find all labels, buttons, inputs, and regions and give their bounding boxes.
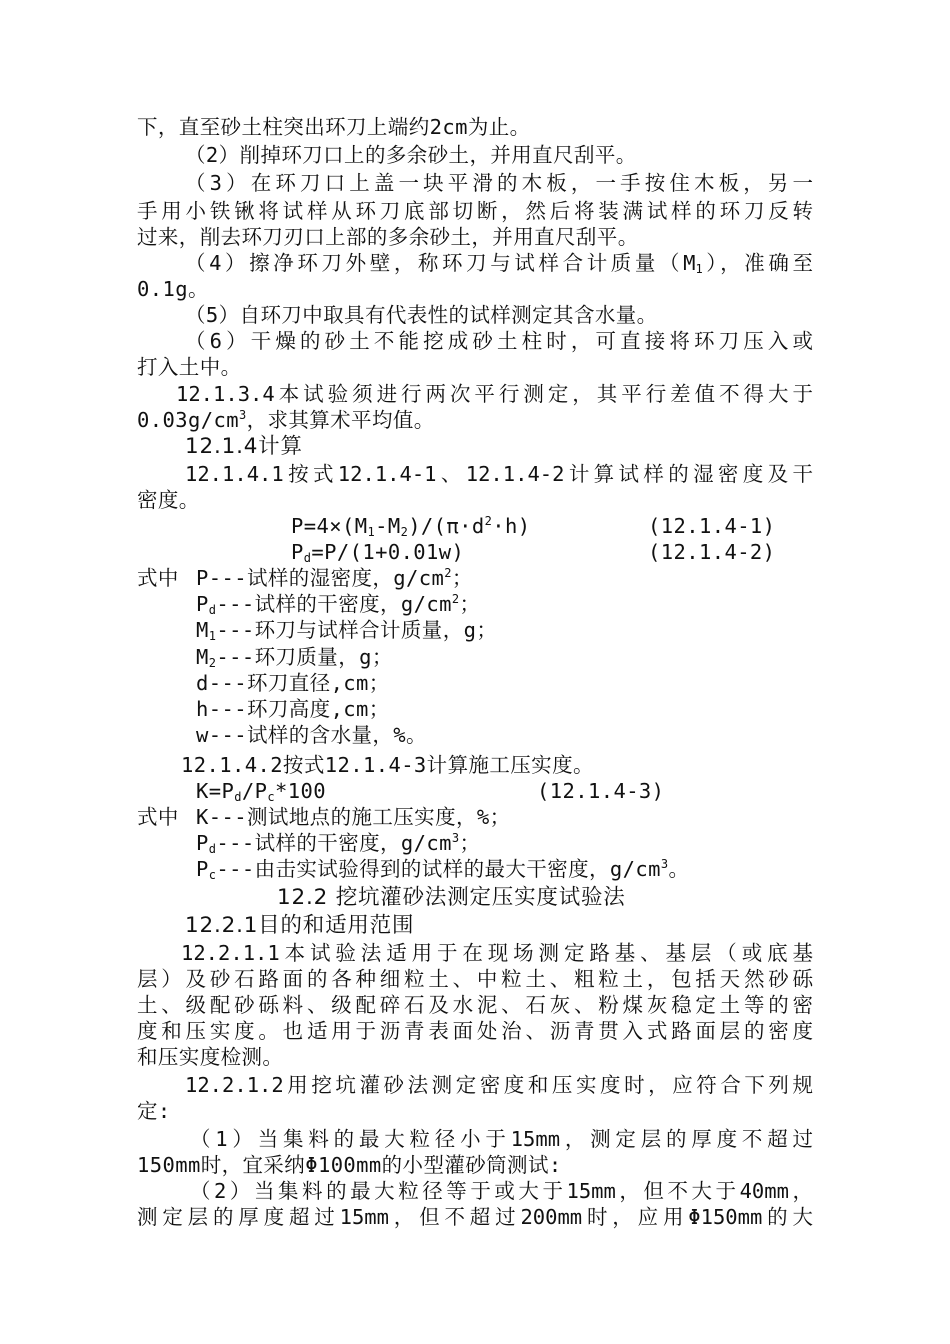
text-line: 下，直至砂土柱突出环刀上端约2cm为止。 [137, 115, 531, 139]
definition-line: $M_2---$环刀质量，g； [196, 645, 393, 670]
text-line: （6）干燥的砂土不能挖成砂土柱时，可直接将环刀压入或 [185, 329, 813, 353]
text-line: 12.1.3.4本试验须进行两次平行测定，其平行差值不得大于 [176, 382, 813, 406]
definition-line: $P_d---$试样的干密度，$g/cm^2$； [196, 592, 481, 617]
section-heading: 12.1.4计算 [185, 434, 303, 459]
text-line: 12.2.1.2用挖坑灌砂法测定密度和压实度时，应符合下列规 [185, 1073, 813, 1097]
text-line: （2）削掉环刀口上的多余砂土，并用直尺刮平。 [185, 143, 637, 167]
text-line: 测定层的厚度超过15mm，但不超过200mm时，应用Φ150mm的大 [137, 1205, 813, 1229]
formula-number: (12.1.4-3) [537, 779, 665, 803]
text-line: 式中 [137, 805, 179, 829]
text-line: 层）及砂石路面的各种细粒土、中粒土、粗粒土，包括天然砂砾 [137, 967, 813, 991]
text-line: （1）当集料的最大粒径小于15mm，测定层的厚度不超过 [190, 1127, 813, 1151]
text-line: 12.1.4.1按式12.1.4-1、12.1.4-2计算试样的湿密度及干 [185, 462, 813, 486]
text-line: 过来，削去环刀刃口上部的多余砂土，并用直尺刮平。 [137, 225, 639, 249]
definition-line: $M_1---$环刀与试样合计质量，g； [196, 618, 498, 643]
text-line: 定: [137, 1099, 171, 1123]
formula-number: (12.1.4-1) [648, 514, 776, 538]
text-line: （3）在环刀口上盖一块平滑的木板，一手按住木板，另一 [185, 171, 813, 195]
text-line: 0.1g。 [137, 277, 209, 301]
text-line: 式中 [137, 566, 179, 590]
definition-line: P---试样的湿密度，$g/cm^2$； [196, 566, 473, 590]
formula: $P_d=P/(1+0.01w)$ [291, 540, 465, 565]
section-heading: 12.2.1目的和适用范围 [185, 913, 415, 938]
text-line: （2）当集料的最大粒径等于或大于15mm，但不大于40mm， [190, 1179, 813, 1203]
text-line: 12.2.1.1本试验法适用于在现场测定路基、基层（或底基 [181, 941, 813, 965]
text-line: 度和压实度。也适用于沥青表面处治、沥青贯入式路面层的密度 [137, 1019, 813, 1043]
text-line: （5）自环刀中取具有代表性的试样测定其含水量。 [185, 303, 658, 327]
text-line: 12.1.4.2按式12.1.4-3计算施工压实度。 [181, 753, 594, 777]
text-line: $0.03g/cm^3$，求其算术平均值。 [137, 408, 435, 432]
text-line: 密度。 [137, 488, 200, 512]
definition-line: K---测试地点的施工压实度，%； [196, 805, 511, 829]
formula-number: (12.1.4-2) [648, 540, 776, 564]
text-line: （4）擦净环刀外壁，称环刀与试样合计质量$(M_1)$，准确至 [185, 251, 813, 276]
definition-line: w---试样的含水量，%。 [196, 723, 427, 747]
text-line: 和压实度检测。 [137, 1045, 284, 1069]
definition-line: h---环刀高度,cm； [196, 697, 390, 721]
definition-line: $P_d---$试样的干密度，$g/cm^3$； [196, 831, 481, 856]
text-line: 土、级配砂砾料、级配碎石及水泥、石灰、粉煤灰稳定土等的密 [137, 993, 813, 1017]
formula: $K=P_d/P_c*100$ [196, 779, 326, 804]
text-line: 150mm时，宜采纳Φ100mm的小型灌砂筒测试: [137, 1153, 562, 1177]
text-line: 手用小铁锹将试样从环刀底部切断，然后将装满试样的环刀反转 [137, 199, 813, 223]
definition-line: d---环刀直径,cm； [196, 671, 390, 695]
section-heading: 12.2 挖坑灌砂法测定压实度试验法 [277, 885, 626, 910]
definition-line: $P_c---$由击实试验得到的试样的最大干密度，$g/cm^3$。 [196, 857, 690, 882]
formula: $P=4\times(M_1-M_2)/(\pi\cdot d^2\cdot h)$ [291, 514, 531, 539]
text-line: 打入土中。 [137, 355, 242, 379]
